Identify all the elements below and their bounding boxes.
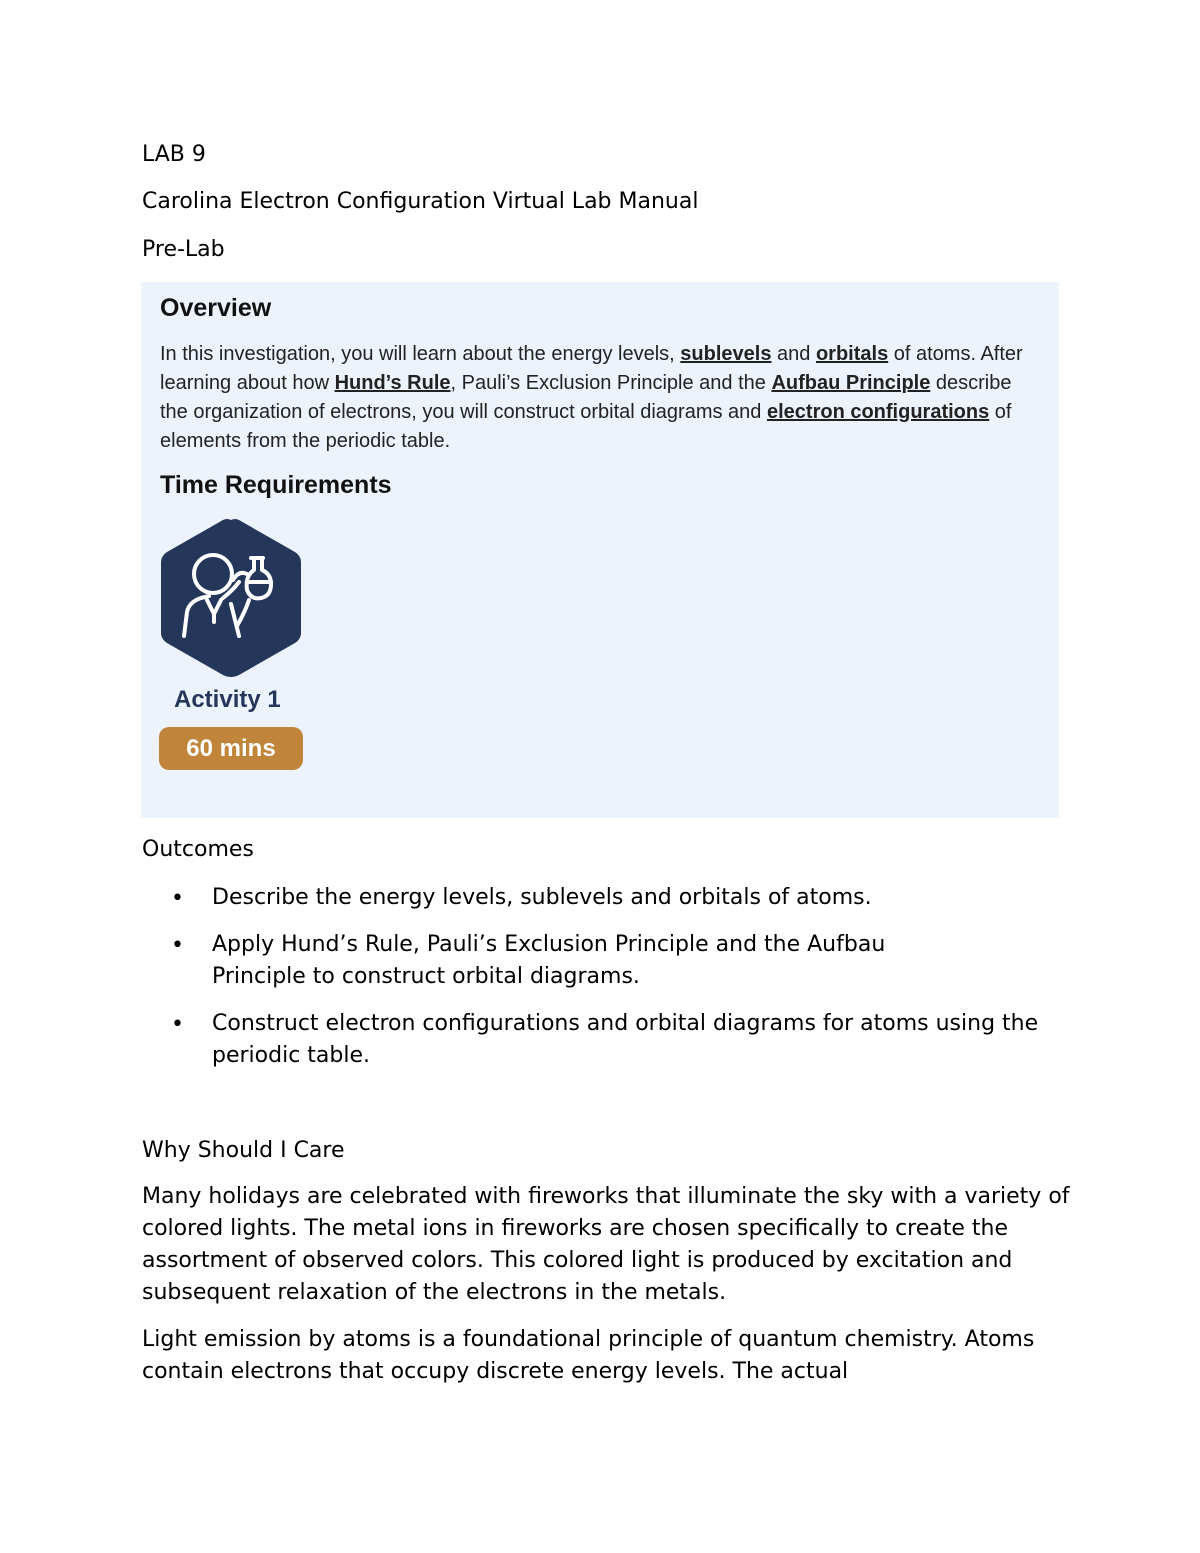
link-orbitals[interactable]: orbitals (815, 343, 889, 365)
link-electron-configurations[interactable]: electron configurations (766, 401, 990, 423)
why-paragraph: Many holidays are celebrated with fireworks that illuminate the sky with a variety of colored lights. The metal ions in fireworks are chosen specifically to create the assortment of observed colors. This colored light is produced by excitation and subsequent relaxation of the electrons in the metals. (142, 1184, 1070, 1305)
time-requirements-heading: Time Requirements (160, 471, 392, 499)
activity-label: Activity 1 (174, 686, 281, 713)
outcome-item: Apply Hund’s Rule, Pauli’s Exclusion Principle and the Aufbau Principle to construct orbital diagrams. (212, 932, 886, 989)
link-sublevels[interactable]: sublevels (680, 343, 772, 365)
bullet-icon: • (171, 933, 184, 958)
why-paragraph: Light emission by atoms is a foundational principle of quantum chemistry. Atoms contain electrons that occupy discrete energy levels. The actual (142, 1327, 1035, 1384)
overview-text (160, 340, 1040, 456)
outcome-item: Construct electron configurations and orbital diagrams for atoms using the periodic table. (212, 1011, 1039, 1068)
outcome-item: Describe the energy levels, sublevels and orbitals of atoms. (212, 885, 872, 910)
overview-text-part: of atoms. After learning about how (160, 343, 1023, 394)
lab-number: LAB 9 (142, 142, 206, 167)
outcomes-heading: Outcomes (142, 837, 254, 862)
overview-panel (141, 282, 1059, 818)
activity-hexagon (159, 516, 303, 679)
document-title: Carolina Electron Configuration Virtual Lab Manual (142, 189, 699, 214)
overview-text-part: In this investigation, you will learn about the energy levels, (160, 343, 681, 365)
bullet-icon: • (171, 886, 184, 911)
activity-time-badge: 60 mins (159, 727, 303, 770)
overview-heading: Overview (160, 294, 272, 322)
bullet-icon: • (171, 1012, 184, 1037)
why-heading: Why Should I Care (142, 1138, 345, 1163)
overview-text-part: describe the organization of electrons, you will construct orbital diagrams and (160, 372, 1012, 423)
overview-text-part: , Pauli’s Exclusion Principle and the (450, 372, 772, 394)
overview-text-part: of elements from the periodic table. (160, 401, 1012, 452)
section-label: Pre-Lab (142, 237, 225, 262)
overview-text-part: and (771, 343, 816, 365)
link-hunds-rule[interactable]: Hund’s Rule (334, 372, 451, 394)
scientist-flask-icon (159, 516, 303, 679)
link-aufbau-principle[interactable]: Aufbau Principle (771, 372, 931, 394)
